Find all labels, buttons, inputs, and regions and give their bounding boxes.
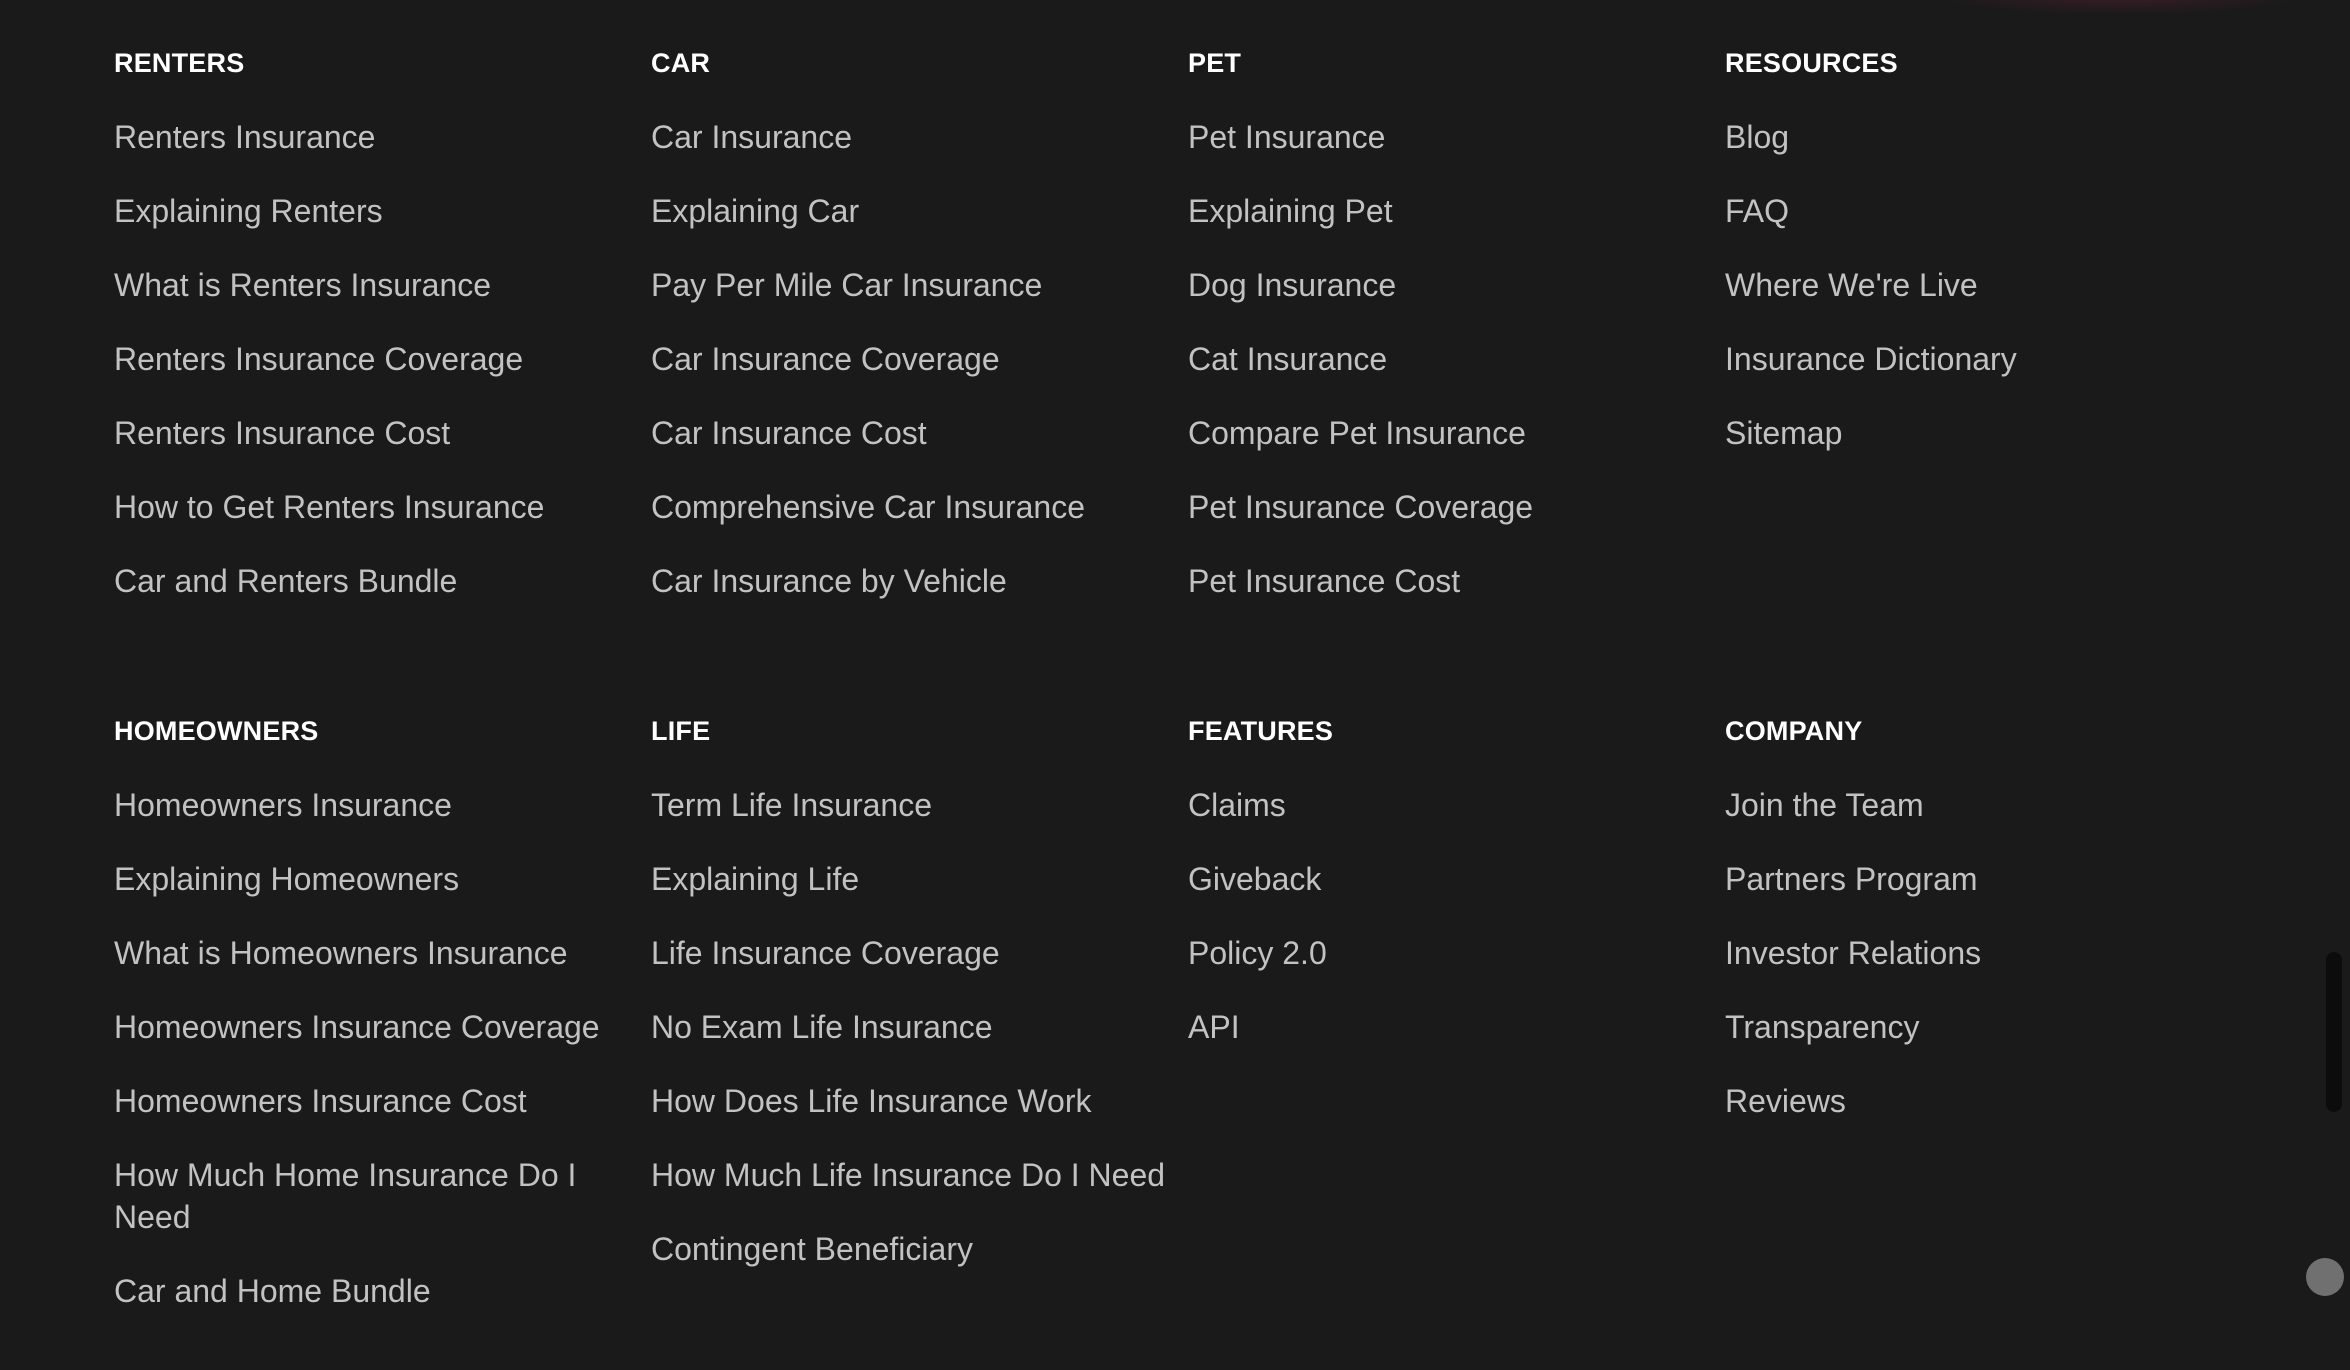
list-item: [651, 1228, 1188, 1270]
footer-column-pet: [1188, 42, 1725, 634]
footer-column-renters: [114, 42, 651, 634]
footer-link-term-life-insurance[interactable]: Term Life Insurance: [651, 787, 933, 823]
list-item: [114, 412, 651, 454]
footer-link-comprehensive-car-insurance[interactable]: Comprehensive Car Insurance: [651, 489, 1085, 525]
link-list-pet: [1188, 116, 1725, 602]
footer-link-car-insurance-by-vehicle[interactable]: Car Insurance by Vehicle: [651, 563, 1007, 599]
footer-row-top: [114, 42, 2262, 634]
footer-column-features: [1188, 710, 1725, 1344]
footer-link-partners-program[interactable]: Partners Program: [1725, 861, 1978, 897]
list-item: [114, 338, 651, 380]
footer-link-blog[interactable]: Blog: [1725, 119, 1790, 155]
link-list-life: [651, 784, 1188, 1270]
footer-link-claims[interactable]: Claims: [1188, 787, 1286, 823]
footer-link-renters-insurance[interactable]: Renters Insurance: [114, 119, 376, 155]
column-heading-resources: RESOURCES: [1725, 48, 1898, 78]
list-item: [114, 1154, 651, 1238]
footer-link-api[interactable]: API: [1188, 1009, 1240, 1045]
link-list-homeowners: [114, 784, 651, 1312]
footer-link-investor-relations[interactable]: Investor Relations: [1725, 935, 1982, 971]
footer-link-car-insurance-cost[interactable]: Car Insurance Cost: [651, 415, 927, 451]
footer-link-what-is-renters-insurance[interactable]: What is Renters Insurance: [114, 267, 492, 303]
list-item: [1188, 784, 1725, 826]
list-item: [1725, 784, 2262, 826]
list-item: [651, 486, 1188, 528]
footer-link-explaining-pet[interactable]: Explaining Pet: [1188, 193, 1393, 229]
footer-link-compare-pet-insurance[interactable]: Compare Pet Insurance: [1188, 415, 1526, 451]
footer-column-homeowners: [114, 710, 651, 1344]
footer-link-how-much-home-insurance[interactable]: How Much Home Insurance Do I Need: [114, 1157, 577, 1235]
footer-link-reviews[interactable]: Reviews: [1725, 1083, 1846, 1119]
list-item: [1188, 190, 1725, 232]
list-item: [114, 858, 651, 900]
footer-link-car-insurance-coverage[interactable]: Car Insurance Coverage: [651, 341, 1000, 377]
column-heading-renters: RENTERS: [114, 48, 245, 78]
footer-link-homeowners-insurance[interactable]: Homeowners Insurance: [114, 787, 452, 823]
list-item: [1188, 116, 1725, 158]
footer-link-explaining-homeowners[interactable]: Explaining Homeowners: [114, 861, 460, 897]
list-item: [1188, 412, 1725, 454]
footer-link-renters-insurance-coverage[interactable]: Renters Insurance Coverage: [114, 341, 524, 377]
list-item: [1188, 1006, 1725, 1048]
list-item: [1725, 1080, 2262, 1122]
list-item: [114, 190, 651, 232]
list-item: [114, 784, 651, 826]
list-item: [1725, 412, 2262, 454]
footer-link-faq[interactable]: FAQ: [1725, 193, 1790, 229]
top-decorative-glow: [1930, 0, 2310, 14]
list-item: [651, 338, 1188, 380]
footer-link-how-to-get-renters-insurance[interactable]: How to Get Renters Insurance: [114, 489, 545, 525]
footer-link-how-does-life-insurance-work[interactable]: How Does Life Insurance Work: [651, 1083, 1092, 1119]
footer-link-no-exam-life-insurance[interactable]: No Exam Life Insurance: [651, 1009, 993, 1045]
list-item: [1188, 560, 1725, 602]
footer-link-how-much-life-insurance[interactable]: How Much Life Insurance Do I Need: [651, 1157, 1166, 1193]
list-item: [1725, 858, 2262, 900]
list-item: [1188, 932, 1725, 974]
footer-link-car-and-renters-bundle[interactable]: Car and Renters Bundle: [114, 563, 458, 599]
footer-link-sitemap[interactable]: Sitemap: [1725, 415, 1843, 451]
footer-link-where-were-live[interactable]: Where We're Live: [1725, 267, 1978, 303]
list-item: [1725, 116, 2262, 158]
footer-link-explaining-life[interactable]: Explaining Life: [651, 861, 860, 897]
list-item: [114, 932, 651, 974]
column-heading-company: COMPANY: [1725, 716, 1863, 746]
footer-link-transparency[interactable]: Transparency: [1725, 1009, 1920, 1045]
footer-column-resources: [1725, 42, 2262, 634]
column-heading-car: CAR: [651, 48, 711, 78]
column-heading-pet: PET: [1188, 48, 1242, 78]
list-item: [114, 264, 651, 306]
link-list-resources: [1725, 116, 2262, 454]
footer-link-policy-2-0[interactable]: Policy 2.0: [1188, 935, 1327, 971]
footer-link-what-is-homeowners-insurance[interactable]: What is Homeowners Insurance: [114, 935, 568, 971]
list-item: [651, 1154, 1188, 1196]
link-list-features: [1188, 784, 1725, 1048]
list-item: [114, 116, 651, 158]
footer-link-homeowners-insurance-cost[interactable]: Homeowners Insurance Cost: [114, 1083, 527, 1119]
footer-link-pet-insurance-coverage[interactable]: Pet Insurance Coverage: [1188, 489, 1534, 525]
list-item: [651, 116, 1188, 158]
list-item: [651, 560, 1188, 602]
footer-link-giveback[interactable]: Giveback: [1188, 861, 1322, 897]
list-item: [114, 1006, 651, 1048]
list-item: [1188, 338, 1725, 380]
floating-circle-button[interactable]: [2306, 1258, 2344, 1296]
link-list-renters: [114, 116, 651, 602]
list-item: [651, 1006, 1188, 1048]
footer-link-car-and-home-bundle[interactable]: Car and Home Bundle: [114, 1273, 431, 1309]
list-item: [651, 932, 1188, 974]
footer-row-bottom: [114, 710, 2262, 1344]
list-item: [651, 858, 1188, 900]
footer-link-homeowners-insurance-coverage[interactable]: Homeowners Insurance Coverage: [114, 1009, 600, 1045]
list-item: [1188, 486, 1725, 528]
list-item: [114, 1270, 651, 1312]
list-item: [1188, 858, 1725, 900]
footer-link-life-insurance-coverage[interactable]: Life Insurance Coverage: [651, 935, 1000, 971]
list-item: [1725, 1006, 2262, 1048]
list-item: [651, 190, 1188, 232]
footer-column-company: [1725, 710, 2262, 1344]
list-item: [651, 1080, 1188, 1122]
list-item: [114, 1080, 651, 1122]
link-list-car: [651, 116, 1188, 602]
footer-link-explaining-renters[interactable]: Explaining Renters: [114, 193, 383, 229]
list-item: [1725, 190, 2262, 232]
list-item: [651, 264, 1188, 306]
footer-link-contingent-beneficiary[interactable]: Contingent Beneficiary: [651, 1231, 973, 1267]
footer-link-renters-insurance-cost[interactable]: Renters Insurance Cost: [114, 415, 451, 451]
column-heading-life: LIFE: [651, 716, 711, 746]
footer-link-cat-insurance[interactable]: Cat Insurance: [1188, 341, 1388, 377]
list-item: [1725, 338, 2262, 380]
footer-link-pet-insurance-cost[interactable]: Pet Insurance Cost: [1188, 563, 1461, 599]
footer-column-car: [651, 42, 1188, 634]
list-item: [1725, 932, 2262, 974]
list-item: [114, 486, 651, 528]
footer-link-pet-insurance[interactable]: Pet Insurance: [1188, 119, 1386, 155]
list-item: [651, 784, 1188, 826]
list-item: [651, 412, 1188, 454]
footer-link-car-insurance[interactable]: Car Insurance: [651, 119, 852, 155]
footer-link-pay-per-mile-car-insurance[interactable]: Pay Per Mile Car Insurance: [651, 267, 1043, 303]
scrollbar-thumb[interactable]: [2326, 952, 2342, 1112]
list-item: [114, 560, 651, 602]
list-item: [1725, 264, 2262, 306]
link-list-company: [1725, 784, 2262, 1122]
footer-link-dog-insurance[interactable]: Dog Insurance: [1188, 267, 1397, 303]
column-heading-features: FEATURES: [1188, 716, 1334, 746]
footer-link-insurance-dictionary[interactable]: Insurance Dictionary: [1725, 341, 2017, 377]
list-item: [1188, 264, 1725, 306]
column-heading-homeowners: HOMEOWNERS: [114, 716, 319, 746]
footer-link-explaining-car[interactable]: Explaining Car: [651, 193, 860, 229]
footer-link-join-the-team[interactable]: Join the Team: [1725, 787, 1924, 823]
footer-column-life: [651, 710, 1188, 1344]
